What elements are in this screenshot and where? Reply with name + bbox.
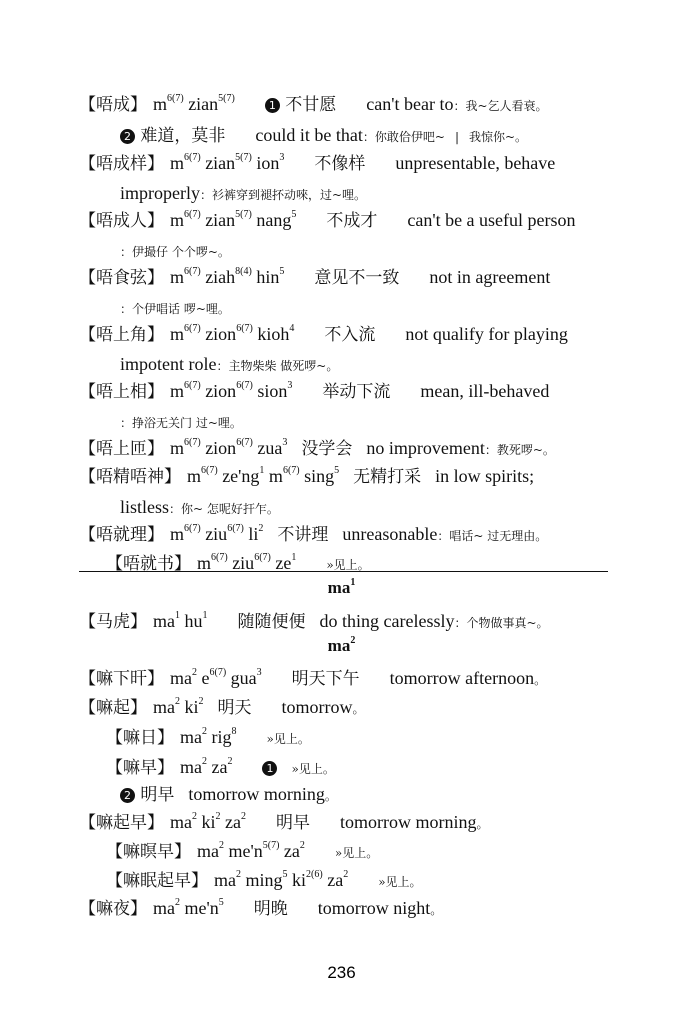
english-definition: improperly	[120, 183, 200, 203]
english-definition: unpresentable, behave	[395, 153, 556, 173]
entry-line	[106, 552, 370, 576]
entry-line	[79, 696, 365, 720]
example: »见上。	[378, 875, 422, 889]
entry-line	[120, 783, 337, 807]
romanization: $m^{6(7)}$ zion$^{6(7)}$ zua$^3$	[170, 437, 288, 458]
sense-number-icon: 2	[120, 788, 135, 803]
example: ：个伊唱话 啰~哩。	[120, 302, 230, 316]
example: »见上。	[266, 732, 310, 746]
headword: 【马虎】	[79, 612, 147, 632]
romanization: $ma^2$ $me'n^{5(7)}$ $za^2$	[197, 840, 305, 861]
example: 。	[534, 673, 547, 687]
english-definition: can't bear to	[366, 94, 454, 114]
separator: |	[454, 130, 459, 144]
romanization: $m^{6(7)}$ zian$^{5(7)}$	[153, 93, 235, 114]
section-heading: $ma^2$	[327, 635, 356, 655]
entry-line	[79, 93, 548, 117]
romanization: $ma^2$ rig$^8$	[180, 726, 237, 747]
page-number: 236	[327, 963, 356, 982]
chinese-definition: 举动下流	[322, 382, 391, 402]
example: »见上。	[334, 846, 379, 860]
headword: 【唔上匝】	[79, 439, 164, 459]
headword: 【嘛眠起早】	[106, 871, 208, 891]
english-definition: tomorrow morning	[340, 812, 477, 832]
entry-line	[106, 756, 335, 780]
romanization: $ma^1$ $hu^1$	[153, 610, 208, 631]
example: »见上。	[326, 558, 370, 572]
english-definition: could it be that	[255, 125, 363, 145]
example: ：个物做事真~。	[454, 616, 549, 630]
headword: 【唔成】	[79, 95, 147, 115]
romanization: $m^{6(7)}$ zian$^{5(7)}$ nang$^5$	[170, 209, 297, 230]
romanization: $ma^2$ ming$^5$ $ki^{2(6)}$ $za^2$	[214, 869, 349, 890]
chinese-definition: 不像样	[314, 154, 366, 174]
entry-line	[106, 840, 378, 864]
romanization: $m^{6(7)}$ $ze'ng^1$ $m^{6(7)}$ sing$^5$	[187, 465, 340, 486]
headword: 【嘛起早】	[79, 813, 164, 833]
headword: 【嘛起】	[79, 698, 147, 718]
romanization: $m^{6(7)}$ ziah$^{8(4)}$ hin$^5$	[170, 266, 285, 287]
romanization: $ma^2$ $za^2$	[180, 756, 233, 777]
example: 。	[324, 789, 337, 803]
example: ：教死啰~。	[484, 443, 555, 457]
headword: 【唔上相】	[79, 382, 164, 402]
english-definition: can't be a useful person	[407, 210, 576, 230]
headword: 【嘛夜】	[79, 899, 147, 919]
example: ：主物柴柴 做死啰~。	[216, 359, 339, 373]
chinese-definition: 难道，莫非	[135, 126, 226, 146]
english-definition: tomorrow night	[317, 898, 431, 918]
chinese-definition: 无精打采	[353, 467, 422, 487]
entry-line	[120, 182, 366, 206]
entry-line	[79, 323, 568, 346]
entry-line	[120, 240, 230, 263]
example: ：唱话~ 过无理由。	[437, 529, 548, 543]
entry-line	[79, 523, 547, 547]
romanization: $m^{6(7)}$ zion$^{6(7)}$ kioh$^4$	[170, 323, 295, 344]
example: 。	[430, 903, 443, 917]
chinese-definition: 随随便便	[237, 612, 306, 632]
chinese-definition: 明天	[217, 698, 252, 718]
english-definition: not qualify for playing	[405, 324, 568, 344]
english-definition: do thing carelessly	[319, 611, 455, 631]
romanization: $m^{6(7)}$ zion$^{6(7)}$ sion$^3$	[170, 380, 293, 401]
entry-line	[106, 869, 422, 893]
english-definition: tomorrow	[281, 697, 353, 717]
entry-line	[106, 726, 310, 750]
headword: 【唔食弦】	[79, 268, 164, 288]
english-definition: unreasonable	[342, 524, 438, 544]
example: 。	[352, 702, 365, 716]
chinese-definition: 意见不一致	[314, 268, 400, 288]
entry-line	[120, 353, 338, 377]
chinese-definition: 不成才	[326, 211, 378, 231]
headword: 【嘛早】	[106, 758, 174, 778]
english-definition: in low spirits;	[435, 466, 535, 486]
entry-line	[120, 496, 279, 520]
entry-line	[79, 266, 550, 289]
entry-line	[79, 152, 555, 175]
romanization: $m^{6(7)}$ zian$^{5(7)}$ ion$^3$	[170, 152, 285, 173]
romanization: $ma^2$ $ki^2$ $za^2$	[170, 811, 246, 832]
example: ：衫裤穿到褪抔动唻，过~哩。	[199, 188, 367, 202]
romanization: $ma^2$ $e^{6(7)}$ gua$^3$	[170, 667, 262, 688]
example: 。	[476, 817, 489, 831]
entry-line	[79, 897, 442, 921]
chinese-definition: 明天下午	[291, 669, 360, 689]
headword: 【唔成人】	[79, 211, 164, 231]
chinese-definition: 不甘愿	[279, 95, 337, 115]
chinese-definition: 明早	[135, 785, 175, 805]
chinese-definition: 明晚	[253, 899, 288, 919]
example: ：挣浴无关门 过~哩。	[120, 416, 242, 430]
romanization: $ma^2$ $me'n^5$	[153, 897, 224, 918]
english-definition: impotent role	[120, 354, 217, 374]
english-definition: tomorrow afternoon	[389, 668, 535, 688]
english-definition: mean, ill-behaved	[420, 381, 550, 401]
headword: 【唔精唔神】	[79, 467, 181, 487]
example: ：你敢佮伊吧~	[362, 130, 445, 144]
sense-number-icon: 2	[120, 129, 135, 144]
sense-number-icon: 1	[265, 98, 280, 113]
example: 我惊你~。	[469, 130, 528, 144]
english-definition: not in agreement	[429, 267, 551, 287]
chinese-definition: 不讲理	[277, 525, 329, 545]
english-definition: listless	[120, 497, 170, 517]
entry-line	[79, 610, 549, 634]
romanization: $m^{6(7)}$ ziu$^{6(7)}$ $li^2$	[170, 523, 264, 544]
english-definition: tomorrow morning	[188, 784, 325, 804]
headword: 【唔成样】	[79, 154, 164, 174]
headword: 【嘛下旰】	[79, 669, 164, 689]
headword: 【唔就理】	[79, 525, 164, 545]
chinese-definition: 不入流	[324, 325, 376, 345]
headword: 【嘛暝早】	[106, 842, 191, 862]
section-heading: $ma^1$	[327, 577, 356, 597]
entry-line	[79, 811, 489, 835]
english-definition: no improvement	[366, 438, 485, 458]
romanization: $ma^2$ $ki^2$	[153, 696, 204, 717]
entry-line	[120, 297, 230, 320]
entry-line	[79, 209, 576, 232]
headword: 【唔就书】	[106, 554, 191, 574]
entry-line	[120, 411, 242, 434]
example: ：伊撮仔 个个啰~。	[120, 245, 230, 259]
entry-line	[120, 124, 527, 148]
sense-number-icon: 1	[262, 761, 277, 776]
example: »见上。	[291, 762, 335, 776]
chinese-definition: 没学会	[301, 439, 353, 459]
chinese-definition: 明早	[276, 813, 310, 833]
entry-line	[79, 437, 555, 461]
entry-line	[79, 667, 546, 691]
headword: 【唔上角】	[79, 325, 164, 345]
entry-line	[79, 380, 549, 403]
example: ：你~ 怎呢好扞乍。	[169, 502, 279, 516]
headword: 【嘛日】	[106, 728, 174, 748]
romanization: $m^{6(7)}$ ziu$^{6(7)}$ $ze^1$	[197, 552, 297, 573]
entry-line	[79, 465, 534, 488]
example: ：我~乞人看衰。	[453, 99, 548, 113]
